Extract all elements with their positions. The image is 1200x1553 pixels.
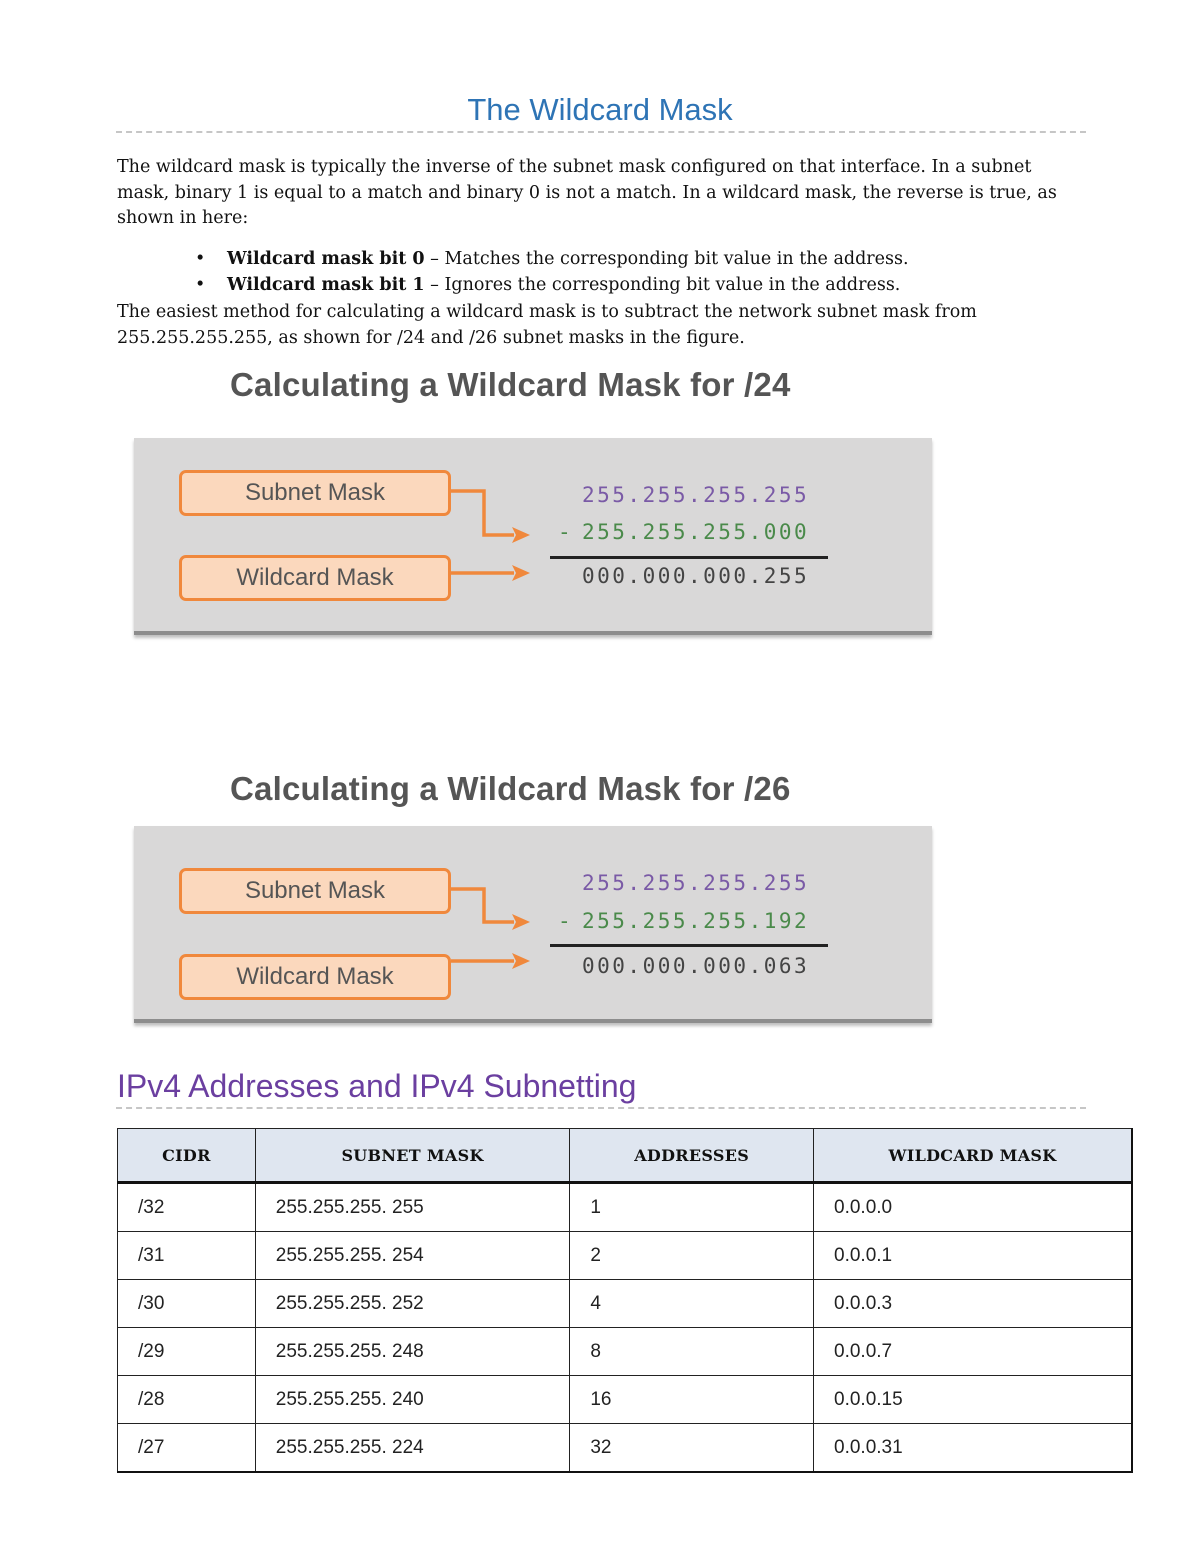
method-paragraph: The easiest method for calculating a wildcard mask is to subtract the network subnet mask from 255.255.255.255, as shown for /24 and /26 subnet masks in the figure. [117,302,977,348]
bullet-dot-icon: • [195,249,206,269]
wildcard-mask-cell: 0.0.0.31 [814,1424,1133,1473]
wildcard-result-value: 000.000.000.255 [582,564,810,588]
addresses-cell: 8 [570,1328,814,1376]
wildcard-mask-label: Wildcard Mask [179,954,451,1000]
subnet-mask-cell: 255.255.255. 248 [255,1328,570,1376]
addresses-cell: 1 [570,1183,814,1232]
header-cidr: CIDR [118,1129,256,1183]
addresses-cell: 4 [570,1280,814,1328]
cidr-cell: /32 [118,1183,256,1232]
cidr-cell: /31 [118,1232,256,1280]
subnet-mask-label: Subnet Mask [179,470,451,516]
subnet-mask-cell: 255.255.255. 254 [255,1232,570,1280]
cidr-cell: /28 [118,1376,256,1424]
subnet-mask-value: 255.255.255.000 [582,520,810,544]
bullet-list [195,247,909,298]
wildcard-mask-cell: 0.0.0.3 [814,1280,1133,1328]
header-addresses: ADDRESSES [570,1129,814,1183]
cidr-cell: /27 [118,1424,256,1473]
table-row [118,1376,1133,1424]
bullet-item [195,247,909,273]
table-row [118,1280,1133,1328]
subtraction-line [550,556,828,559]
bullet-term: Wildcard mask bit 0 [227,249,425,269]
bullet-desc: – Ignores the corresponding bit value in the address. [424,274,901,295]
subnet-mask-value: 255.255.255.192 [582,909,810,933]
minus-sign: - [558,909,571,933]
table-row [118,1328,1133,1376]
wildcard-mask-cell: 0.0.0.1 [814,1232,1133,1280]
wildcard-mask-label: Wildcard Mask [179,555,451,601]
arrows-icon [134,826,554,1019]
figure-panel-26 [134,826,932,1023]
cidr-cell: /29 [118,1328,256,1376]
subnet-table [117,1128,1133,1473]
subnet-mask-cell: 255.255.255. 255 [255,1183,570,1232]
header-wildcard-mask: WILDCARD MASK [814,1129,1133,1183]
figure-panel-24 [134,438,932,635]
section-title: IPv4 Addresses and IPv4 Subnetting [117,1068,637,1104]
cidr-cell: /30 [118,1280,256,1328]
bullet-dot-icon: • [195,274,206,295]
arrows-icon [134,438,554,631]
section-divider [116,1107,1086,1109]
all-ones-value: 255.255.255.255 [582,871,810,895]
wildcard-mask-cell: 0.0.0.15 [814,1376,1133,1424]
addresses-cell: 16 [570,1376,814,1424]
bullet-item [195,273,909,299]
wildcard-result-value: 000.000.000.063 [582,954,810,978]
figure-title-26: Calculating a Wildcard Mask for /26 [230,770,791,807]
minus-sign: - [558,520,571,544]
subnet-mask-cell: 255.255.255. 252 [255,1280,570,1328]
wildcard-mask-cell: 0.0.0.0 [814,1183,1133,1232]
table-header-row [118,1129,1133,1183]
subtraction-line [550,944,828,947]
title-divider [116,131,1086,133]
addresses-cell: 2 [570,1232,814,1280]
addresses-cell: 32 [570,1424,814,1473]
header-subnet-mask: SUBNET MASK [255,1129,570,1183]
page-title: The Wildcard Mask [467,92,733,127]
figure-title-24: Calculating a Wildcard Mask for /24 [230,366,791,403]
table-row [118,1424,1133,1473]
subnet-mask-cell: 255.255.255. 240 [255,1376,570,1424]
intro-paragraph: The wildcard mask is typically the inverse of the subnet mask configured on that interface. In a subnet mask, binary 1 is equal to a match and binary 0 is not a match. In a wildcard mask, the reverse is true, as shown in here: [117,157,1057,228]
bullet-term: Wildcard mask bit 1 [227,274,425,295]
bullet-desc: – Matches the corresponding bit value in the address. [424,249,909,269]
all-ones-value: 255.255.255.255 [582,483,810,507]
subnet-mask-cell: 255.255.255. 224 [255,1424,570,1473]
subnet-mask-label: Subnet Mask [179,868,451,914]
table-row [118,1232,1133,1280]
table-row [118,1183,1133,1232]
wildcard-mask-cell: 0.0.0.7 [814,1328,1133,1376]
